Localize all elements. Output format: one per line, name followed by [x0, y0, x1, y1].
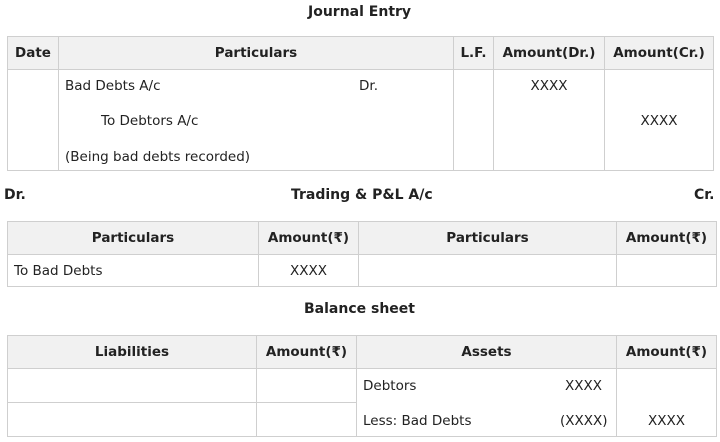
trading-table [7, 221, 717, 287]
journal-header-particulars: Particulars [59, 37, 454, 70]
bs-assets-cell [357, 369, 617, 437]
bs-amount-right-cell [617, 369, 717, 437]
trading-amount-right [617, 255, 717, 287]
journal-amount-dr-value: XXXX [530, 78, 568, 94]
trading-header-particulars-right: Particulars [359, 222, 617, 255]
bs-less-bad-debts-label: Less: Bad Debts [363, 413, 472, 429]
trading-cr-label: Cr. [694, 187, 715, 203]
balance-sheet-header-row [8, 336, 717, 369]
trading-amount-left: XXXX [259, 255, 359, 287]
balance-sheet-table [7, 335, 717, 437]
journal-header-lf: L.F. [454, 37, 494, 70]
trading-header-particulars-left: Particulars [8, 222, 259, 255]
journal-particulars-cell [59, 70, 454, 171]
bs-header-amount-right: Amount(₹) [617, 336, 717, 369]
bs-liabilities-cell-1 [8, 369, 257, 403]
journal-credit-account: To Debtors A/c [101, 113, 199, 129]
journal-table [7, 36, 714, 171]
trading-header-amount-right: Amount(₹) [617, 222, 717, 255]
bs-header-assets: Assets [357, 336, 617, 369]
journal-amount-dr-cell [494, 70, 605, 171]
bs-net-debtors-amount: XXXX [648, 413, 685, 429]
bs-header-liabilities: Liabilities [8, 336, 257, 369]
trading-header-row [8, 222, 717, 255]
bs-debtors-amount: XXXX [565, 378, 602, 394]
journal-amount-cr-value: XXXX [640, 113, 678, 129]
bs-less-bad-debts-amount: (XXXX) [560, 413, 608, 429]
balance-sheet-title: Balance sheet [304, 301, 415, 317]
bs-amount-left-cell-1 [257, 369, 357, 403]
journal-header-amount-dr: Amount(Dr.) [494, 37, 605, 70]
trading-header-amount-left: Amount(₹) [259, 222, 359, 255]
journal-title: Journal Entry [308, 4, 412, 20]
bs-row-1 [8, 369, 717, 403]
journal-header-amount-cr: Amount(Cr.) [605, 37, 714, 70]
bs-amount-left-cell-2 [257, 403, 357, 437]
journal-date-cell [8, 70, 59, 171]
journal-lf-cell [454, 70, 494, 171]
trading-row [8, 255, 717, 287]
journal-entry-row [8, 70, 714, 171]
trading-particulars-right [359, 255, 617, 287]
journal-narration: (Being bad debts recorded) [65, 149, 251, 165]
trading-title: Trading & P&L A/c [291, 187, 433, 203]
trading-particulars-left: To Bad Debts [8, 255, 259, 287]
journal-header-date: Date [8, 37, 59, 70]
bs-header-amount-left: Amount(₹) [257, 336, 357, 369]
journal-debit-account: Bad Debts A/c [65, 78, 161, 94]
journal-dr-marker: Dr. [359, 78, 378, 94]
bs-debtors-label: Debtors [363, 378, 417, 394]
trading-dr-label: Dr. [4, 187, 26, 203]
bs-liabilities-cell-2 [8, 403, 257, 437]
journal-header-row [8, 37, 714, 70]
journal-amount-cr-cell [605, 70, 714, 171]
